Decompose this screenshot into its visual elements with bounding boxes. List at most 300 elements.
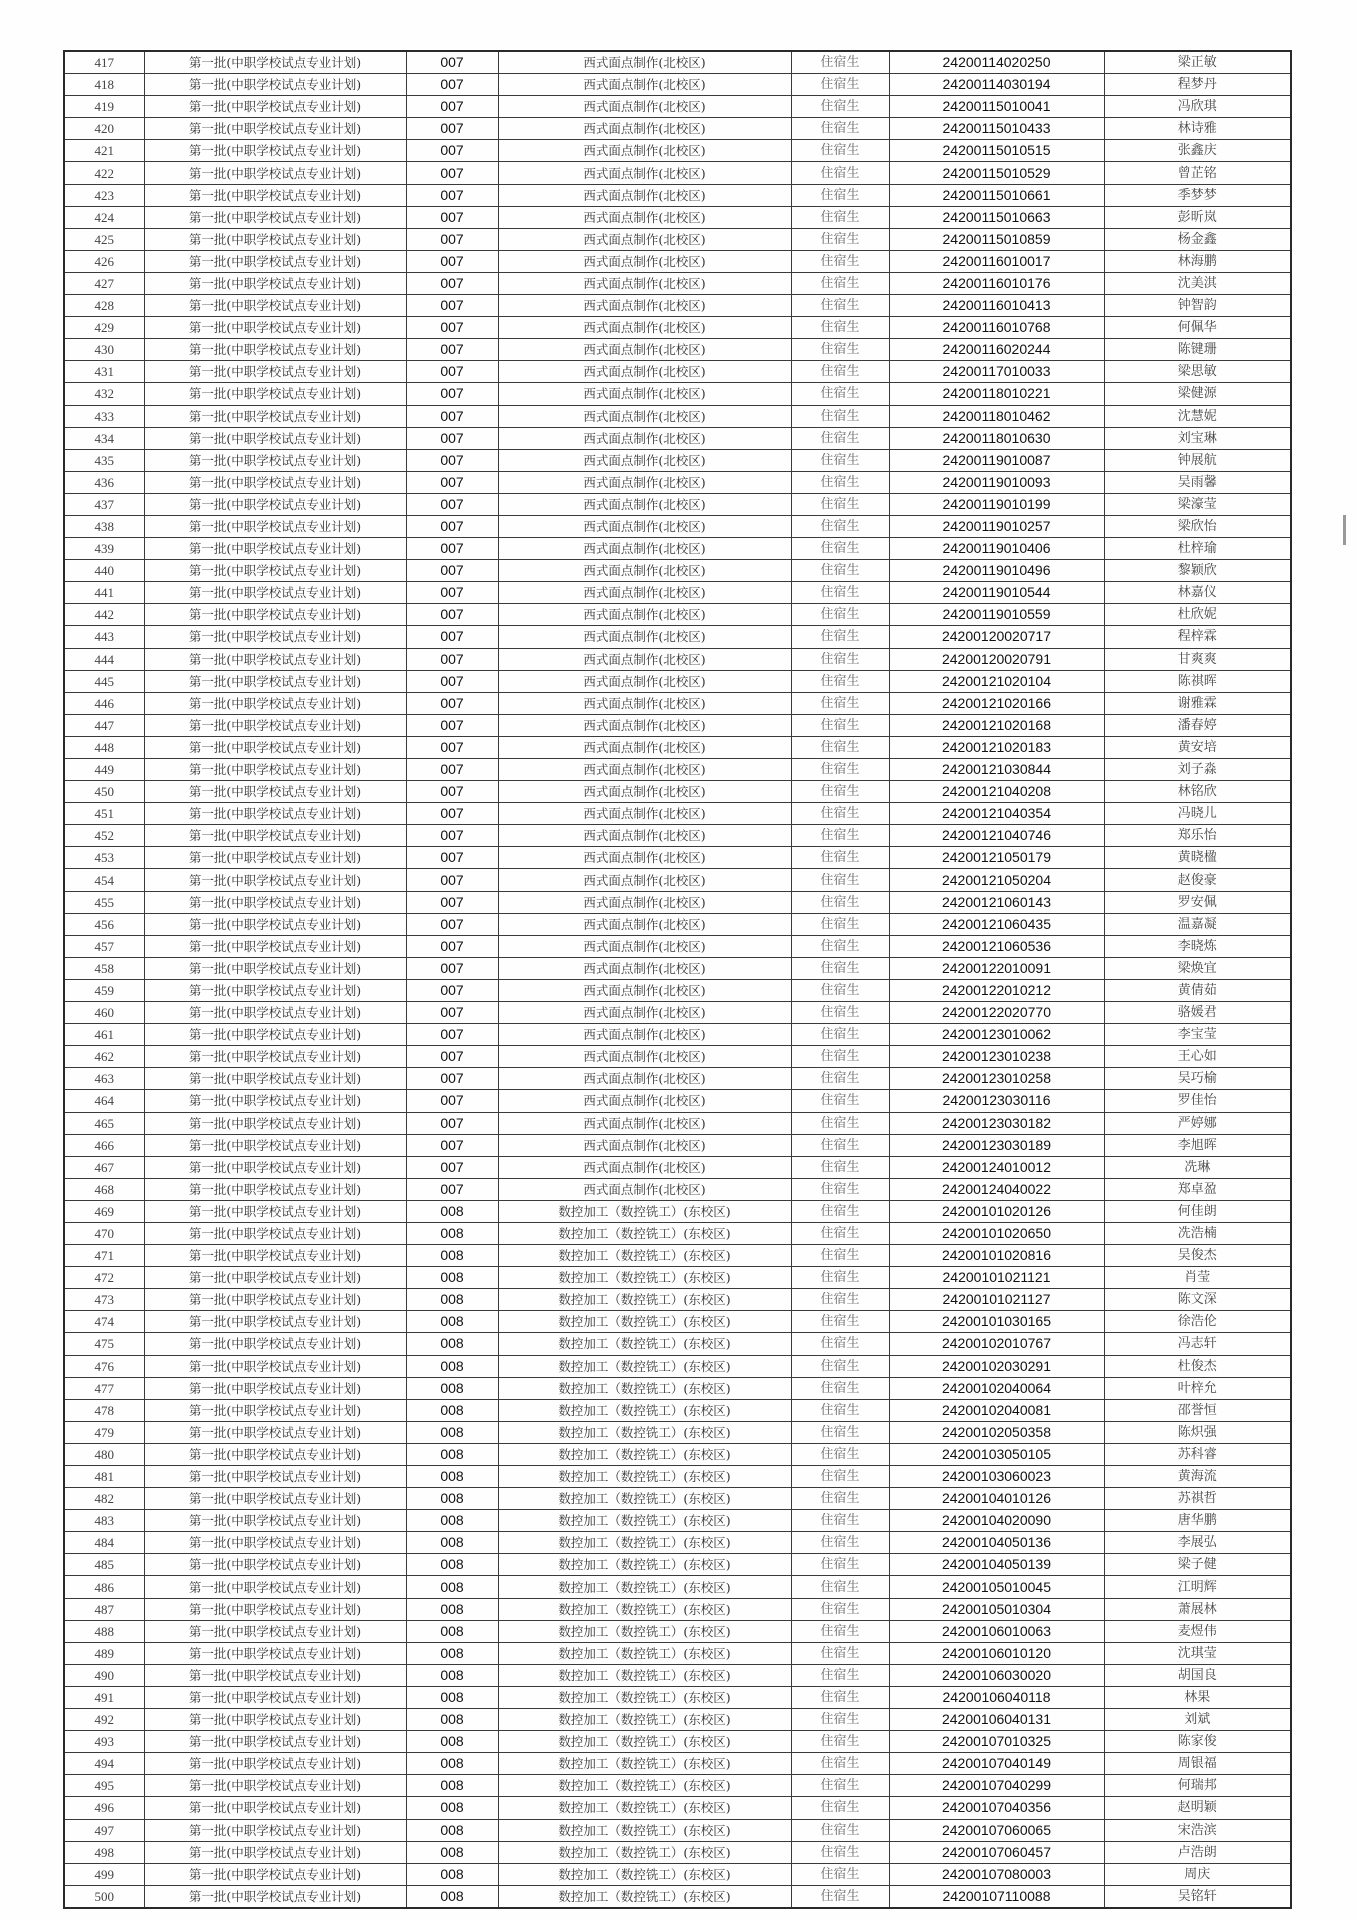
table-row xyxy=(64,1709,1291,1731)
row-number-cell: 435 xyxy=(64,449,144,471)
table-row xyxy=(64,1333,1291,1355)
table-row xyxy=(64,1267,1291,1289)
batch-cell: 第一批(中职学校试点专业计划) xyxy=(144,803,406,825)
table-row xyxy=(64,317,1291,339)
exam-id-cell: 24200102010767 xyxy=(889,1333,1104,1355)
student-name-cell: 吴俊杰 xyxy=(1104,1245,1291,1267)
student-name-cell: 严婷娜 xyxy=(1104,1112,1291,1134)
table-row xyxy=(64,979,1291,1001)
accommodation-cell: 住宿生 xyxy=(791,162,889,184)
student-name-cell: 邵誉恒 xyxy=(1104,1399,1291,1421)
accommodation-cell: 住宿生 xyxy=(791,339,889,361)
program-code-cell: 007 xyxy=(406,1002,498,1024)
accommodation-cell: 住宿生 xyxy=(791,1090,889,1112)
student-name-cell: 郑乐怡 xyxy=(1104,825,1291,847)
program-code-cell: 007 xyxy=(406,118,498,140)
program-name-cell: 数控加工（数控铣工）(东校区) xyxy=(498,1819,791,1841)
batch-cell: 第一批(中职学校试点专业计划) xyxy=(144,1222,406,1244)
student-name-cell: 宋浩滨 xyxy=(1104,1819,1291,1841)
accommodation-cell: 住宿生 xyxy=(791,1620,889,1642)
student-name-cell: 罗佳怡 xyxy=(1104,1090,1291,1112)
row-number-cell: 421 xyxy=(64,140,144,162)
exam-id-cell: 24200114020250 xyxy=(889,51,1104,74)
exam-id-cell: 24200115010663 xyxy=(889,206,1104,228)
exam-id-cell: 24200106010120 xyxy=(889,1642,1104,1664)
program-name-cell: 西式面点制作(北校区) xyxy=(498,604,791,626)
row-number-cell: 434 xyxy=(64,427,144,449)
batch-cell: 第一批(中职学校试点专业计划) xyxy=(144,1731,406,1753)
batch-cell: 第一批(中职学校试点专业计划) xyxy=(144,317,406,339)
exam-id-cell: 24200106040118 xyxy=(889,1686,1104,1708)
accommodation-cell: 住宿生 xyxy=(791,1863,889,1885)
exam-id-cell: 24200123010258 xyxy=(889,1068,1104,1090)
accommodation-cell: 住宿生 xyxy=(791,736,889,758)
scan-edge-mark xyxy=(1343,515,1346,545)
exam-id-cell: 24200107040149 xyxy=(889,1753,1104,1775)
student-name-cell: 李宝莹 xyxy=(1104,1024,1291,1046)
accommodation-cell: 住宿生 xyxy=(791,140,889,162)
program-code-cell: 008 xyxy=(406,1775,498,1797)
row-number-cell: 460 xyxy=(64,1002,144,1024)
exam-id-cell: 24200102040064 xyxy=(889,1377,1104,1399)
batch-cell: 第一批(中职学校试点专业计划) xyxy=(144,582,406,604)
program-code-cell: 007 xyxy=(406,759,498,781)
program-name-cell: 数控加工（数控铣工）(东校区) xyxy=(498,1598,791,1620)
exam-id-cell: 24200107040356 xyxy=(889,1797,1104,1819)
row-number-cell: 430 xyxy=(64,339,144,361)
accommodation-cell: 住宿生 xyxy=(791,118,889,140)
row-number-cell: 470 xyxy=(64,1222,144,1244)
program-code-cell: 007 xyxy=(406,1178,498,1200)
program-name-cell: 西式面点制作(北校区) xyxy=(498,339,791,361)
program-name-cell: 西式面点制作(北校区) xyxy=(498,736,791,758)
exam-id-cell: 24200121020183 xyxy=(889,736,1104,758)
program-code-cell: 008 xyxy=(406,1841,498,1863)
accommodation-cell: 住宿生 xyxy=(791,1642,889,1664)
batch-cell: 第一批(中职学校试点专业计划) xyxy=(144,648,406,670)
batch-cell: 第一批(中职学校试点专业计划) xyxy=(144,1488,406,1510)
program-name-cell: 数控加工（数控铣工）(东校区) xyxy=(498,1863,791,1885)
student-name-cell: 林果 xyxy=(1104,1686,1291,1708)
program-name-cell: 西式面点制作(北校区) xyxy=(498,1156,791,1178)
exam-id-cell: 24200115010529 xyxy=(889,162,1104,184)
batch-cell: 第一批(中职学校试点专业计划) xyxy=(144,1664,406,1686)
batch-cell: 第一批(中职学校试点专业计划) xyxy=(144,1355,406,1377)
accommodation-cell: 住宿生 xyxy=(791,670,889,692)
exam-id-cell: 24200115010433 xyxy=(889,118,1104,140)
table-row xyxy=(64,1466,1291,1488)
row-number-cell: 441 xyxy=(64,582,144,604)
program-code-cell: 008 xyxy=(406,1222,498,1244)
student-name-cell: 叶梓允 xyxy=(1104,1377,1291,1399)
accommodation-cell: 住宿生 xyxy=(791,604,889,626)
admission-roster-table xyxy=(63,50,1292,1909)
student-name-cell: 张鑫庆 xyxy=(1104,140,1291,162)
accommodation-cell: 住宿生 xyxy=(791,825,889,847)
accommodation-cell: 住宿生 xyxy=(791,1885,889,1908)
program-code-cell: 008 xyxy=(406,1333,498,1355)
program-code-cell: 007 xyxy=(406,317,498,339)
table-row xyxy=(64,1753,1291,1775)
table-row xyxy=(64,1178,1291,1200)
program-name-cell: 数控加工（数控铣工）(东校区) xyxy=(498,1510,791,1532)
batch-cell: 第一批(中职学校试点专业计划) xyxy=(144,51,406,74)
exam-id-cell: 24200123010238 xyxy=(889,1046,1104,1068)
program-code-cell: 008 xyxy=(406,1885,498,1908)
student-name-cell: 冯志轩 xyxy=(1104,1333,1291,1355)
program-name-cell: 西式面点制作(北校区) xyxy=(498,162,791,184)
accommodation-cell: 住宿生 xyxy=(791,1068,889,1090)
program-code-cell: 007 xyxy=(406,1068,498,1090)
row-number-cell: 497 xyxy=(64,1819,144,1841)
accommodation-cell: 住宿生 xyxy=(791,692,889,714)
table-row xyxy=(64,670,1291,692)
batch-cell: 第一批(中职学校试点专业计划) xyxy=(144,96,406,118)
row-number-cell: 455 xyxy=(64,891,144,913)
exam-id-cell: 24200115010859 xyxy=(889,228,1104,250)
exam-id-cell: 24200124040022 xyxy=(889,1178,1104,1200)
row-number-cell: 477 xyxy=(64,1377,144,1399)
table-row xyxy=(64,1775,1291,1797)
row-number-cell: 443 xyxy=(64,626,144,648)
accommodation-cell: 住宿生 xyxy=(791,759,889,781)
exam-id-cell: 24200124010012 xyxy=(889,1156,1104,1178)
accommodation-cell: 住宿生 xyxy=(791,295,889,317)
row-number-cell: 428 xyxy=(64,295,144,317)
program-name-cell: 西式面点制作(北校区) xyxy=(498,759,791,781)
program-code-cell: 008 xyxy=(406,1664,498,1686)
row-number-cell: 450 xyxy=(64,781,144,803)
program-code-cell: 007 xyxy=(406,803,498,825)
table-row xyxy=(64,1885,1291,1908)
table-row xyxy=(64,1024,1291,1046)
accommodation-cell: 住宿生 xyxy=(791,648,889,670)
program-name-cell: 西式面点制作(北校区) xyxy=(498,935,791,957)
student-name-cell: 杜俊杰 xyxy=(1104,1355,1291,1377)
row-number-cell: 433 xyxy=(64,405,144,427)
program-code-cell: 008 xyxy=(406,1267,498,1289)
program-code-cell: 007 xyxy=(406,228,498,250)
program-code-cell: 007 xyxy=(406,913,498,935)
exam-id-cell: 24200121040354 xyxy=(889,803,1104,825)
row-number-cell: 494 xyxy=(64,1753,144,1775)
program-name-cell: 西式面点制作(北校区) xyxy=(498,1134,791,1156)
exam-id-cell: 24200123010062 xyxy=(889,1024,1104,1046)
row-number-cell: 464 xyxy=(64,1090,144,1112)
program-code-cell: 007 xyxy=(406,515,498,537)
batch-cell: 第一批(中职学校试点专业计划) xyxy=(144,825,406,847)
student-name-cell: 钟智韵 xyxy=(1104,295,1291,317)
program-code-cell: 008 xyxy=(406,1510,498,1532)
student-name-cell: 黄倩茹 xyxy=(1104,979,1291,1001)
accommodation-cell: 住宿生 xyxy=(791,1664,889,1686)
student-name-cell: 骆媛君 xyxy=(1104,1002,1291,1024)
program-name-cell: 数控加工（数控铣工）(东校区) xyxy=(498,1421,791,1443)
row-number-cell: 482 xyxy=(64,1488,144,1510)
table-row xyxy=(64,361,1291,383)
batch-cell: 第一批(中职学校试点专业计划) xyxy=(144,1819,406,1841)
accommodation-cell: 住宿生 xyxy=(791,1355,889,1377)
student-name-cell: 钟展航 xyxy=(1104,449,1291,471)
student-name-cell: 黎颖欣 xyxy=(1104,560,1291,582)
row-number-cell: 486 xyxy=(64,1576,144,1598)
program-code-cell: 008 xyxy=(406,1686,498,1708)
row-number-cell: 469 xyxy=(64,1200,144,1222)
batch-cell: 第一批(中职学校试点专业计划) xyxy=(144,162,406,184)
accommodation-cell: 住宿生 xyxy=(791,1775,889,1797)
batch-cell: 第一批(中职学校试点专业计划) xyxy=(144,1642,406,1664)
table-row xyxy=(64,714,1291,736)
program-name-cell: 数控加工（数控铣工）(东校区) xyxy=(498,1554,791,1576)
program-name-cell: 西式面点制作(北校区) xyxy=(498,51,791,74)
student-name-cell: 李晓炼 xyxy=(1104,935,1291,957)
program-name-cell: 西式面点制作(北校区) xyxy=(498,692,791,714)
student-name-cell: 刘斌 xyxy=(1104,1709,1291,1731)
program-code-cell: 008 xyxy=(406,1443,498,1465)
batch-cell: 第一批(中职学校试点专业计划) xyxy=(144,626,406,648)
batch-cell: 第一批(中职学校试点专业计划) xyxy=(144,493,406,515)
exam-id-cell: 24200103060023 xyxy=(889,1466,1104,1488)
exam-id-cell: 24200121040208 xyxy=(889,781,1104,803)
exam-id-cell: 24200121060435 xyxy=(889,913,1104,935)
table-row xyxy=(64,1156,1291,1178)
student-name-cell: 杜欣妮 xyxy=(1104,604,1291,626)
program-name-cell: 西式面点制作(北校区) xyxy=(498,1178,791,1200)
table-row xyxy=(64,692,1291,714)
batch-cell: 第一批(中职学校试点专业计划) xyxy=(144,471,406,493)
student-name-cell: 苏祺哲 xyxy=(1104,1488,1291,1510)
student-name-cell: 陈祺晖 xyxy=(1104,670,1291,692)
exam-id-cell: 24200116010017 xyxy=(889,250,1104,272)
row-number-cell: 423 xyxy=(64,184,144,206)
program-code-cell: 007 xyxy=(406,250,498,272)
batch-cell: 第一批(中职学校试点专业计划) xyxy=(144,1510,406,1532)
batch-cell: 第一批(中职学校试点专业计划) xyxy=(144,118,406,140)
exam-id-cell: 24200122010091 xyxy=(889,957,1104,979)
row-number-cell: 420 xyxy=(64,118,144,140)
batch-cell: 第一批(中职学校试点专业计划) xyxy=(144,1775,406,1797)
table-row xyxy=(64,140,1291,162)
row-number-cell: 456 xyxy=(64,913,144,935)
row-number-cell: 474 xyxy=(64,1311,144,1333)
exam-id-cell: 24200102050358 xyxy=(889,1421,1104,1443)
table-row xyxy=(64,51,1291,74)
program-name-cell: 西式面点制作(北校区) xyxy=(498,228,791,250)
program-code-cell: 008 xyxy=(406,1554,498,1576)
program-name-cell: 数控加工（数控铣工）(东校区) xyxy=(498,1333,791,1355)
table-row xyxy=(64,74,1291,96)
program-name-cell: 西式面点制作(北校区) xyxy=(498,1046,791,1068)
exam-id-cell: 24200121020104 xyxy=(889,670,1104,692)
roster-body xyxy=(64,51,1291,1908)
program-code-cell: 008 xyxy=(406,1797,498,1819)
accommodation-cell: 住宿生 xyxy=(791,1819,889,1841)
program-code-cell: 008 xyxy=(406,1598,498,1620)
row-number-cell: 490 xyxy=(64,1664,144,1686)
program-code-cell: 007 xyxy=(406,957,498,979)
row-number-cell: 446 xyxy=(64,692,144,714)
accommodation-cell: 住宿生 xyxy=(791,1112,889,1134)
program-code-cell: 007 xyxy=(406,736,498,758)
program-name-cell: 数控加工（数控铣工）(东校区) xyxy=(498,1245,791,1267)
batch-cell: 第一批(中职学校试点专业计划) xyxy=(144,228,406,250)
program-code-cell: 007 xyxy=(406,295,498,317)
program-code-cell: 007 xyxy=(406,560,498,582)
row-number-cell: 432 xyxy=(64,383,144,405)
table-row xyxy=(64,1598,1291,1620)
program-code-cell: 007 xyxy=(406,979,498,1001)
accommodation-cell: 住宿生 xyxy=(791,626,889,648)
program-code-cell: 007 xyxy=(406,582,498,604)
program-name-cell: 西式面点制作(北校区) xyxy=(498,1024,791,1046)
student-name-cell: 何佩华 xyxy=(1104,317,1291,339)
row-number-cell: 440 xyxy=(64,560,144,582)
student-name-cell: 林铭欣 xyxy=(1104,781,1291,803)
exam-id-cell: 24200123030182 xyxy=(889,1112,1104,1134)
table-row xyxy=(64,1532,1291,1554)
accommodation-cell: 住宿生 xyxy=(791,1046,889,1068)
table-row xyxy=(64,1664,1291,1686)
table-row xyxy=(64,272,1291,294)
table-row xyxy=(64,626,1291,648)
program-name-cell: 数控加工（数控铣工）(东校区) xyxy=(498,1443,791,1465)
program-code-cell: 007 xyxy=(406,1156,498,1178)
program-name-cell: 西式面点制作(北校区) xyxy=(498,1002,791,1024)
student-name-cell: 陈家俊 xyxy=(1104,1731,1291,1753)
batch-cell: 第一批(中职学校试点专业计划) xyxy=(144,1178,406,1200)
student-name-cell: 麦煜伟 xyxy=(1104,1620,1291,1642)
batch-cell: 第一批(中职学校试点专业计划) xyxy=(144,427,406,449)
exam-id-cell: 24200121060143 xyxy=(889,891,1104,913)
exam-id-cell: 24200115010661 xyxy=(889,184,1104,206)
accommodation-cell: 住宿生 xyxy=(791,1443,889,1465)
row-number-cell: 449 xyxy=(64,759,144,781)
student-name-cell: 沈慧妮 xyxy=(1104,405,1291,427)
student-name-cell: 刘子淼 xyxy=(1104,759,1291,781)
program-name-cell: 数控加工（数控铣工）(东校区) xyxy=(498,1377,791,1399)
batch-cell: 第一批(中职学校试点专业计划) xyxy=(144,891,406,913)
table-row xyxy=(64,295,1291,317)
table-row xyxy=(64,1377,1291,1399)
table-row xyxy=(64,825,1291,847)
table-row xyxy=(64,1222,1291,1244)
batch-cell: 第一批(中职学校试点专业计划) xyxy=(144,781,406,803)
student-name-cell: 冼浩楠 xyxy=(1104,1222,1291,1244)
table-row xyxy=(64,1510,1291,1532)
accommodation-cell: 住宿生 xyxy=(791,515,889,537)
batch-cell: 第一批(中职学校试点专业计划) xyxy=(144,383,406,405)
batch-cell: 第一批(中职学校试点专业计划) xyxy=(144,670,406,692)
program-name-cell: 西式面点制作(北校区) xyxy=(498,648,791,670)
batch-cell: 第一批(中职学校试点专业计划) xyxy=(144,1200,406,1222)
accommodation-cell: 住宿生 xyxy=(791,184,889,206)
exam-id-cell: 24200107110088 xyxy=(889,1885,1104,1908)
accommodation-cell: 住宿生 xyxy=(791,582,889,604)
program-code-cell: 008 xyxy=(406,1245,498,1267)
program-name-cell: 数控加工（数控铣工）(东校区) xyxy=(498,1731,791,1753)
batch-cell: 第一批(中职学校试点专业计划) xyxy=(144,1156,406,1178)
batch-cell: 第一批(中职学校试点专业计划) xyxy=(144,913,406,935)
accommodation-cell: 住宿生 xyxy=(791,272,889,294)
exam-id-cell: 24200106010063 xyxy=(889,1620,1104,1642)
accommodation-cell: 住宿生 xyxy=(791,979,889,1001)
batch-cell: 第一批(中职学校试点专业计划) xyxy=(144,869,406,891)
program-code-cell: 008 xyxy=(406,1289,498,1311)
student-name-cell: 苏科睿 xyxy=(1104,1443,1291,1465)
program-name-cell: 西式面点制作(北校区) xyxy=(498,405,791,427)
table-row xyxy=(64,1488,1291,1510)
batch-cell: 第一批(中职学校试点专业计划) xyxy=(144,1797,406,1819)
batch-cell: 第一批(中职学校试点专业计划) xyxy=(144,1841,406,1863)
row-number-cell: 487 xyxy=(64,1598,144,1620)
batch-cell: 第一批(中职学校试点专业计划) xyxy=(144,1885,406,1908)
program-code-cell: 007 xyxy=(406,1046,498,1068)
student-name-cell: 徐浩伦 xyxy=(1104,1311,1291,1333)
row-number-cell: 492 xyxy=(64,1709,144,1731)
table-row xyxy=(64,1620,1291,1642)
batch-cell: 第一批(中职学校试点专业计划) xyxy=(144,1532,406,1554)
program-code-cell: 008 xyxy=(406,1200,498,1222)
program-code-cell: 008 xyxy=(406,1731,498,1753)
student-name-cell: 潘春婷 xyxy=(1104,714,1291,736)
program-code-cell: 007 xyxy=(406,272,498,294)
student-name-cell: 赵俊豪 xyxy=(1104,869,1291,891)
row-number-cell: 495 xyxy=(64,1775,144,1797)
accommodation-cell: 住宿生 xyxy=(791,427,889,449)
program-name-cell: 西式面点制作(北校区) xyxy=(498,449,791,471)
table-row xyxy=(64,1046,1291,1068)
student-name-cell: 曾芷铭 xyxy=(1104,162,1291,184)
batch-cell: 第一批(中职学校试点专业计划) xyxy=(144,140,406,162)
program-name-cell: 数控加工（数控铣工）(东校区) xyxy=(498,1355,791,1377)
row-number-cell: 442 xyxy=(64,604,144,626)
batch-cell: 第一批(中职学校试点专业计划) xyxy=(144,1134,406,1156)
program-name-cell: 西式面点制作(北校区) xyxy=(498,1090,791,1112)
accommodation-cell: 住宿生 xyxy=(791,1156,889,1178)
program-code-cell: 007 xyxy=(406,1090,498,1112)
program-code-cell: 008 xyxy=(406,1355,498,1377)
student-name-cell: 刘宝琳 xyxy=(1104,427,1291,449)
program-code-cell: 007 xyxy=(406,1024,498,1046)
batch-cell: 第一批(中职学校试点专业计划) xyxy=(144,1620,406,1642)
row-number-cell: 458 xyxy=(64,957,144,979)
program-code-cell: 007 xyxy=(406,96,498,118)
program-code-cell: 007 xyxy=(406,493,498,515)
accommodation-cell: 住宿生 xyxy=(791,383,889,405)
program-name-cell: 西式面点制作(北校区) xyxy=(498,582,791,604)
batch-cell: 第一批(中职学校试点专业计划) xyxy=(144,206,406,228)
program-code-cell: 008 xyxy=(406,1488,498,1510)
student-name-cell: 卢浩朗 xyxy=(1104,1841,1291,1863)
accommodation-cell: 住宿生 xyxy=(791,74,889,96)
student-name-cell: 王心如 xyxy=(1104,1046,1291,1068)
table-row xyxy=(64,935,1291,957)
program-name-cell: 西式面点制作(北校区) xyxy=(498,803,791,825)
batch-cell: 第一批(中职学校试点专业计划) xyxy=(144,361,406,383)
student-name-cell: 冯晓儿 xyxy=(1104,803,1291,825)
accommodation-cell: 住宿生 xyxy=(791,471,889,493)
student-name-cell: 赵明颖 xyxy=(1104,1797,1291,1819)
student-name-cell: 程梦丹 xyxy=(1104,74,1291,96)
row-number-cell: 437 xyxy=(64,493,144,515)
program-name-cell: 西式面点制作(北校区) xyxy=(498,184,791,206)
program-code-cell: 008 xyxy=(406,1311,498,1333)
table-row xyxy=(64,759,1291,781)
program-name-cell: 数控加工（数控铣工）(东校区) xyxy=(498,1709,791,1731)
program-name-cell: 数控加工（数控铣工）(东校区) xyxy=(498,1885,791,1908)
accommodation-cell: 住宿生 xyxy=(791,1134,889,1156)
table-row xyxy=(64,648,1291,670)
